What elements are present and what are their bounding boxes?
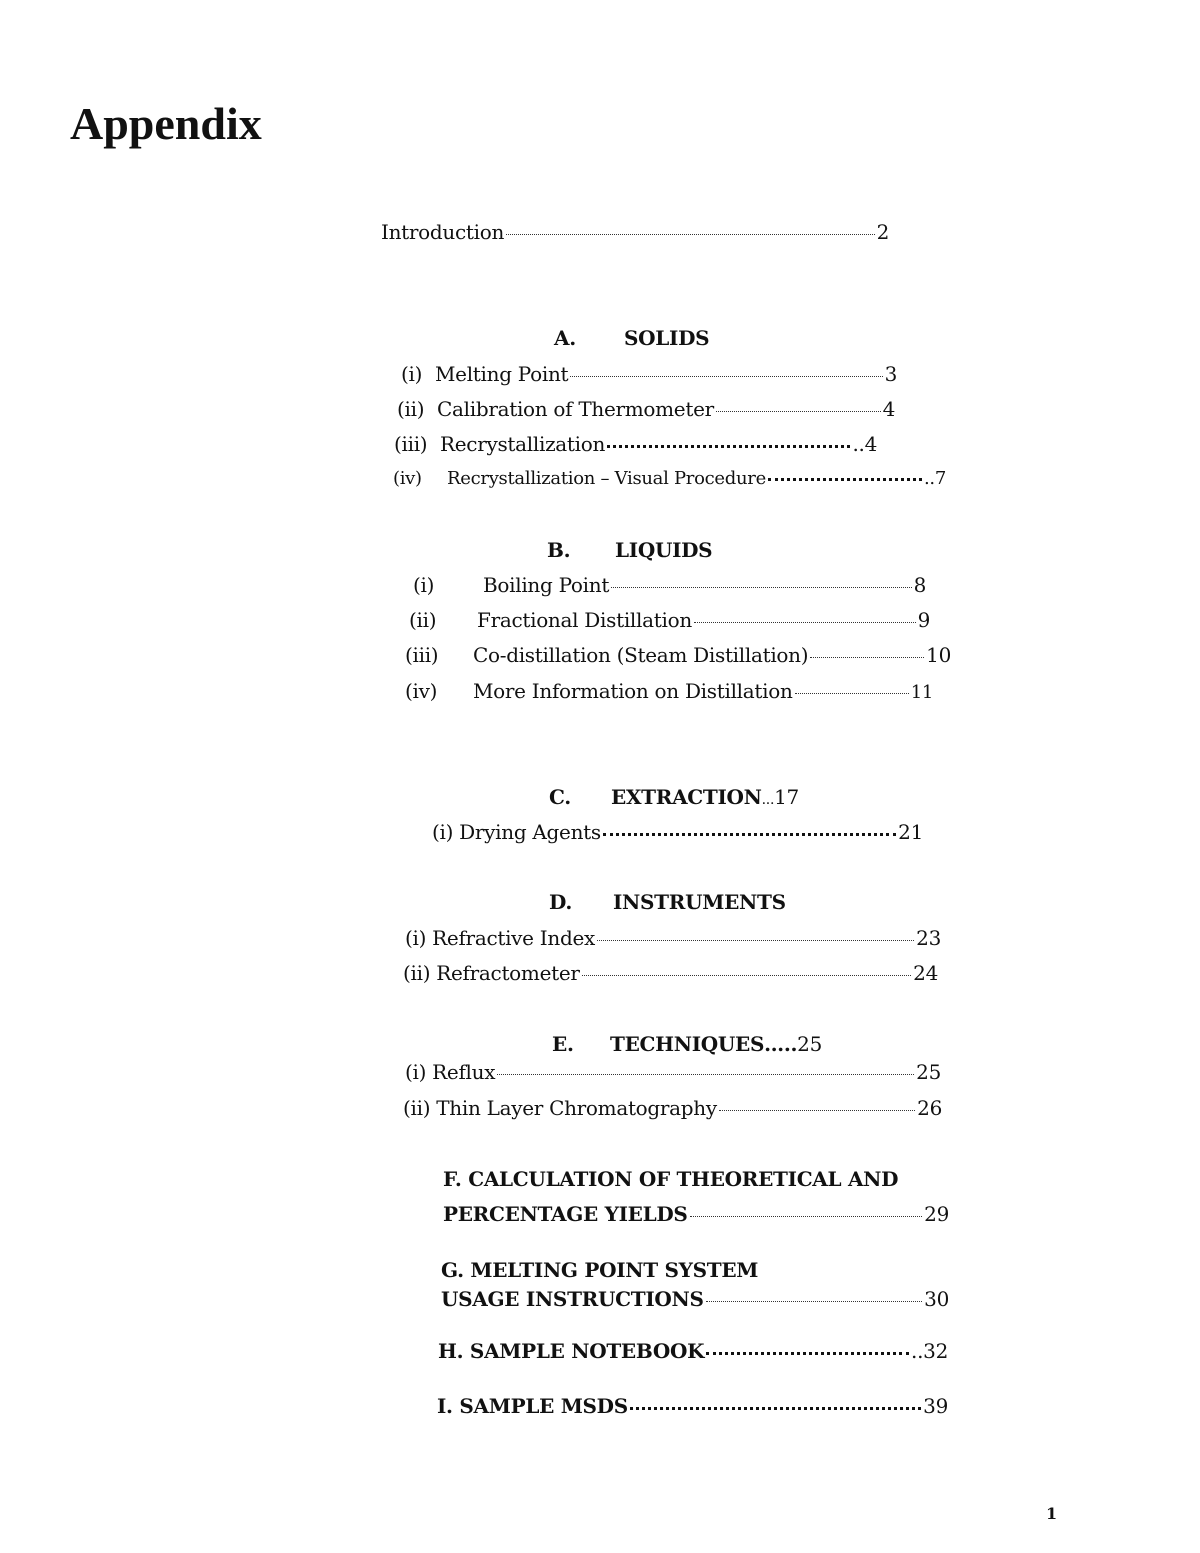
toc-entry-label: Melting Point xyxy=(435,362,569,386)
toc-entry-number: (iv) xyxy=(393,468,422,489)
section-heading-solids[interactable] xyxy=(554,324,709,352)
section-heading-instruments[interactable] xyxy=(549,888,786,916)
section-title: SOLIDS xyxy=(624,326,710,350)
toc-entry-reflux[interactable] xyxy=(405,1058,941,1086)
toc-entry-co-distillation[interactable] xyxy=(405,641,951,669)
toc-entry-percentage-yields[interactable] xyxy=(443,1200,949,1228)
toc-entry-page: 21 xyxy=(898,820,923,844)
toc-entry-label: (ii) Refractometer xyxy=(403,961,580,985)
section-leader: ... xyxy=(761,792,775,808)
section-title: TECHNIQUES xyxy=(610,1032,765,1056)
toc-entry-label: PERCENTAGE YIELDS xyxy=(443,1202,688,1226)
toc-entry-recrystallization-visual-procedure[interactable] xyxy=(393,465,946,493)
toc-entry-page: 25 xyxy=(916,1060,941,1084)
section-letter: C. xyxy=(549,785,571,809)
toc-entry-label: Calibration of Thermometer xyxy=(437,397,714,421)
dot-leader xyxy=(768,478,922,481)
section-title: EXTRACTION xyxy=(611,785,762,809)
toc-entry-label: Recrystallization xyxy=(440,432,606,456)
dot-leader xyxy=(694,622,916,623)
toc-entry-sample-msds[interactable] xyxy=(437,1392,948,1420)
dot-leader xyxy=(582,975,911,976)
section-heading-extraction[interactable] xyxy=(549,783,799,814)
dot-leader xyxy=(716,411,881,412)
toc-entry-label: (ii) Thin Layer Chromatography xyxy=(403,1096,717,1120)
toc-entry-label: More Information on Distillation xyxy=(473,679,793,703)
toc-entry-label: (i) Reflux xyxy=(405,1060,496,1084)
toc-entry-melting-point[interactable] xyxy=(401,360,897,388)
toc-entry-number: (i) xyxy=(413,573,435,597)
toc-entry-fractional-distillation[interactable] xyxy=(409,606,930,634)
toc-entry-calibration-of-thermometer[interactable] xyxy=(397,395,895,423)
dot-leader xyxy=(597,940,914,941)
section-letter: B. xyxy=(547,538,571,562)
dot-leader xyxy=(706,1352,909,1355)
toc-entry-label: Co-distillation (Steam Distillation) xyxy=(473,643,809,667)
section-title: LIQUIDS xyxy=(615,538,713,562)
toc-entry-page: 2 xyxy=(876,220,889,244)
toc-entry-page: 4 xyxy=(882,397,895,421)
toc-entry-number: (ii) xyxy=(409,608,437,632)
toc-entry-thin-layer-chromatography[interactable] xyxy=(403,1094,942,1122)
dot-leader xyxy=(630,1407,921,1410)
section-title: INSTRUMENTS xyxy=(613,890,786,914)
toc-entry-label: Boiling Point xyxy=(483,573,610,597)
toc-entry-page: 30 xyxy=(924,1287,949,1311)
toc-entry-recrystallization[interactable] xyxy=(394,430,877,458)
page-title: Appendix xyxy=(70,98,262,149)
toc-entry-page: 8 xyxy=(913,573,926,597)
page-number: 1 xyxy=(1046,1504,1058,1523)
toc-entry-label: USAGE INSTRUCTIONS xyxy=(441,1287,704,1311)
toc-entry-sample-notebook[interactable] xyxy=(438,1337,948,1365)
toc-entry-label: Fractional Distillation xyxy=(477,608,692,632)
toc-entry-number: (iii) xyxy=(405,643,439,667)
toc-entry-page: ..32 xyxy=(911,1339,948,1363)
dot-leader xyxy=(690,1216,923,1217)
section-heading-melting-point-system[interactable]: G. MELTING POINT SYSTEM xyxy=(441,1258,759,1282)
toc-entry-page: 3 xyxy=(884,362,897,386)
toc-entry-page: 29 xyxy=(924,1202,949,1226)
dot-leader xyxy=(603,833,896,836)
toc-entry-page: 9 xyxy=(917,608,930,632)
dot-leader xyxy=(719,1110,915,1111)
toc-entry-introduction[interactable] xyxy=(381,218,889,246)
toc-entry-number: (i) xyxy=(401,362,423,386)
section-letter: D. xyxy=(549,890,572,914)
toc-entry-page: 24 xyxy=(913,961,938,985)
toc-entry-number: (iv) xyxy=(405,679,438,703)
toc-entry-label: Introduction xyxy=(381,220,505,244)
toc-entry-number: (iii) xyxy=(394,432,428,456)
toc-entry-boiling-point[interactable] xyxy=(413,571,926,599)
section-letter: A. xyxy=(554,326,576,350)
section-leader: ….. xyxy=(764,1032,798,1056)
toc-entry-label: I. SAMPLE MSDS xyxy=(437,1394,628,1418)
dot-leader xyxy=(611,587,911,588)
toc-entry-page: 11 xyxy=(910,682,933,703)
toc-entry-page: 23 xyxy=(916,926,941,950)
section-heading-liquids[interactable] xyxy=(547,536,712,564)
toc-entry-page: 10 xyxy=(926,643,951,667)
dot-leader xyxy=(795,693,909,694)
toc-entry-refractive-index[interactable] xyxy=(405,924,941,952)
toc-entry-refractometer[interactable] xyxy=(403,959,938,987)
section-page: 25 xyxy=(797,1032,823,1056)
dot-leader xyxy=(706,1301,923,1302)
toc-entry-more-information-on-distillation[interactable] xyxy=(405,677,933,707)
toc-entry-page: 39 xyxy=(923,1394,948,1418)
section-letter: E. xyxy=(552,1032,574,1056)
dot-leader xyxy=(506,234,875,235)
section-page: 17 xyxy=(774,785,799,809)
toc-entry-drying-agents[interactable] xyxy=(432,818,923,846)
toc-entry-page: ..7 xyxy=(924,468,946,489)
toc-entry-label: (i) Drying Agents xyxy=(432,820,601,844)
dot-leader xyxy=(607,445,850,448)
toc-entry-label: (i) Refractive Index xyxy=(405,926,595,950)
toc-entry-label: Recrystallization – Visual Procedure xyxy=(447,468,766,489)
toc-entry-number: (ii) xyxy=(397,397,425,421)
toc-entry-page: ..4 xyxy=(852,432,877,456)
dot-leader xyxy=(570,376,882,377)
section-heading-techniques[interactable] xyxy=(552,1030,822,1058)
dot-leader xyxy=(497,1074,914,1075)
dot-leader xyxy=(810,657,924,658)
toc-entry-label: H. SAMPLE NOTEBOOK xyxy=(438,1339,705,1363)
toc-entry-usage-instructions[interactable] xyxy=(441,1285,949,1313)
toc-entry-page: 26 xyxy=(917,1096,942,1120)
section-heading-calculation[interactable]: F. CALCULATION OF THEORETICAL AND xyxy=(443,1167,899,1191)
